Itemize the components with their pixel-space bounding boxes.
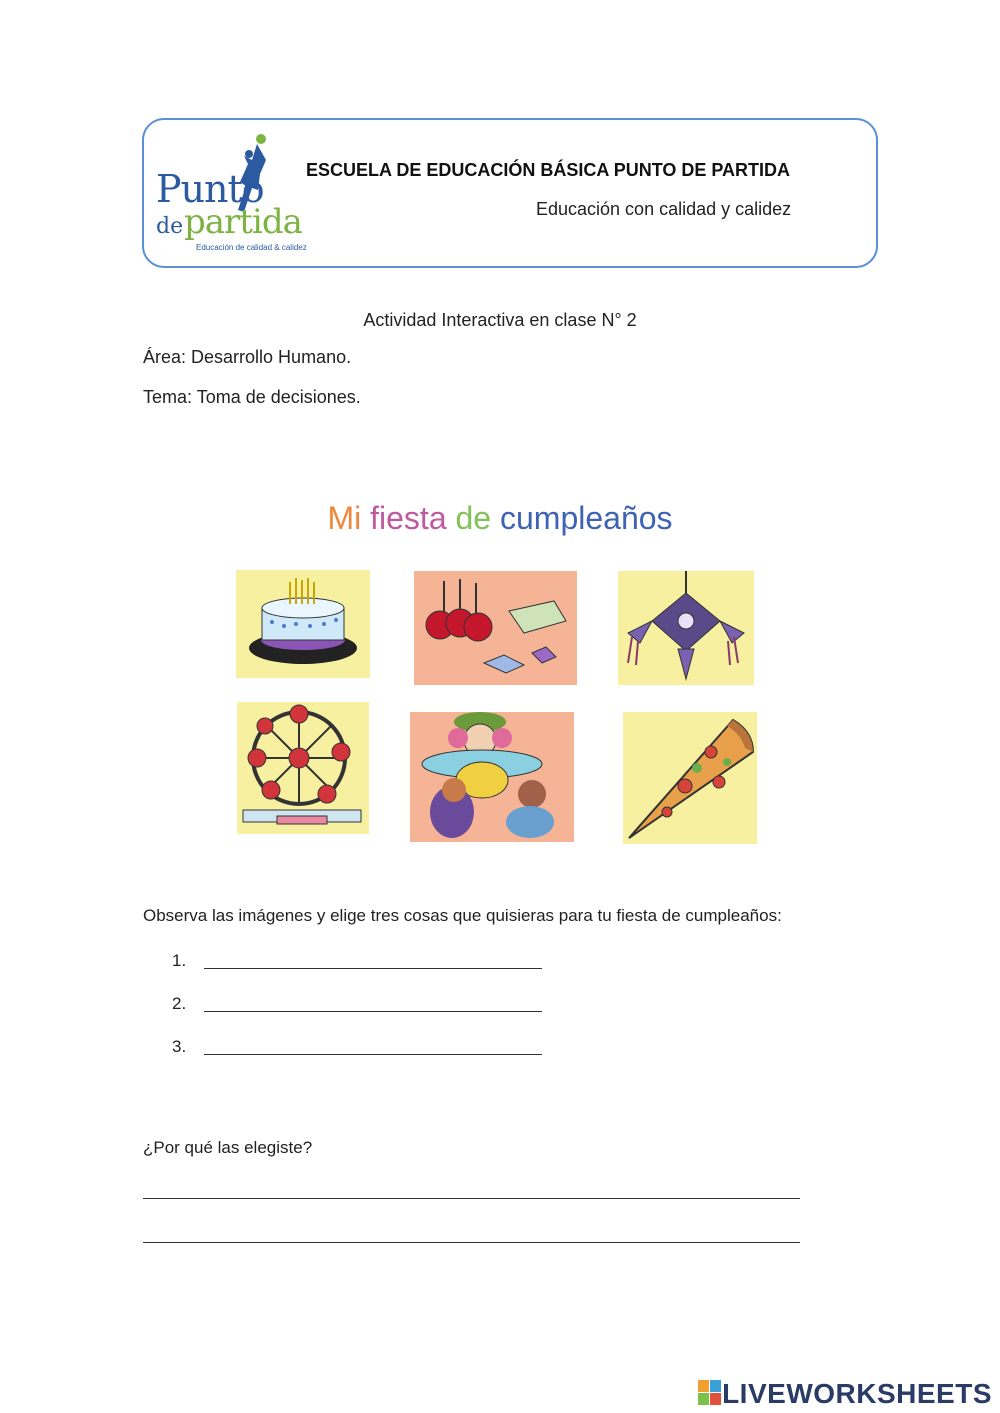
answer-number: 1.	[172, 951, 187, 970]
birthday-cake-image	[236, 570, 370, 678]
logo-tagline: Educación de calidad & calidez	[196, 243, 307, 252]
school-name: ESCUELA DE EDUCACIÓN BÁSICA PUNTO DE PARTIDA	[306, 160, 791, 180]
school-motto: Educación con calidad y calidez	[536, 199, 792, 219]
answer-blank-3[interactable]	[204, 1054, 542, 1055]
liveworksheets-brand: LIVEWORKSHEETS	[722, 1378, 992, 1409]
clown-image	[410, 712, 574, 842]
area-line: Área: Desarrollo Humano.	[143, 347, 352, 367]
logo-text-de: de	[156, 214, 184, 239]
title-word-de: de	[455, 500, 492, 536]
logo-text-partida: partida	[184, 202, 302, 242]
main-title	[0, 500, 1000, 537]
answer-blank-1[interactable]	[204, 968, 542, 969]
ferris-wheel-image	[237, 702, 369, 834]
answer-number: 2.	[172, 994, 187, 1013]
tema-line: Tema: Toma de decisiones.	[143, 387, 361, 407]
reason-blank-2[interactable]	[143, 1242, 800, 1243]
question-text: ¿Por qué las elegiste?	[143, 1138, 313, 1157]
pizza-slice-image	[623, 712, 757, 844]
liveworksheets-logo-icon	[698, 1380, 722, 1406]
candy-apples-image	[414, 571, 577, 685]
reason-blank-1[interactable]	[143, 1198, 800, 1199]
answer-blank-2[interactable]	[204, 1011, 542, 1012]
answer-number: 3.	[172, 1037, 187, 1056]
pinata-image	[618, 571, 754, 685]
logo-text-punto: Punto	[156, 167, 264, 211]
instruction-text: Observa las imágenes y elige tres cosas que quisieras para tu fiesta de cumpleaños:	[143, 906, 782, 925]
activity-title: Actividad Interactiva en clase N° 2	[363, 310, 637, 330]
title-word-mi: Mi	[327, 500, 362, 536]
title-word-fiesta: fiesta	[370, 500, 447, 536]
title-word-cumpleanos: cumpleaños	[499, 500, 673, 536]
